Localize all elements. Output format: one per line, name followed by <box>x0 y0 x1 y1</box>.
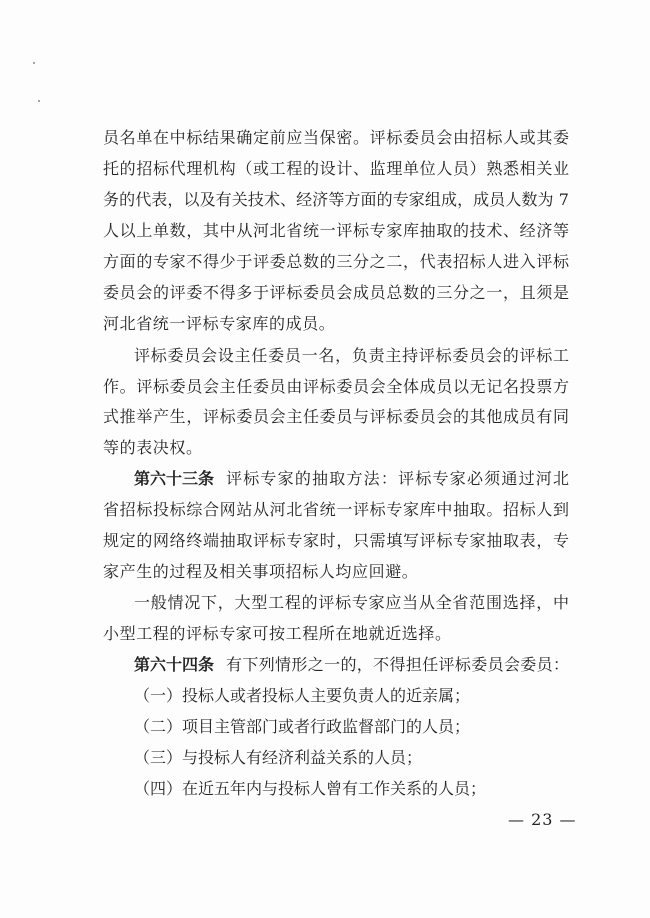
list-item: （四）在近五年内与投标人曾有工作关系的人员； <box>134 779 487 798</box>
text-line: 省招标投标综合网站从河北省统一评标专家库中抽取。招标人到 <box>103 500 569 519</box>
list-item: （一）投标人或者投标人主要负责人的近亲属； <box>134 686 471 705</box>
scan-speck <box>33 62 35 64</box>
text-line: 河北省统一评标专家库的成员。 <box>103 314 336 333</box>
scan-speck <box>38 100 40 102</box>
list-item: （三）与投标人有经济利益关系的人员； <box>134 748 423 767</box>
text-line: 方面的专家不得少于评委总数的三分之二，代表招标人进入评标 <box>103 252 569 271</box>
text-line: 托的招标代理机构（或工程的设计、监理单位人员）熟悉相关业 <box>103 159 569 178</box>
text-line: 家产生的过程及相关事项招标人均应回避。 <box>103 562 419 581</box>
text-line: 小型工程的评标专家可按工程所在地就近选择。 <box>103 624 452 643</box>
text-line: 评标专家的抽取方法：评标专家必须通过河北 <box>226 469 569 488</box>
text-line: 一般情况下，大型工程的评标专家应当从全省范围选择，中 <box>134 593 569 612</box>
text-line: 作。评标委员会主任委员由评标委员会全体成员以无记名投票方 <box>103 377 569 396</box>
page-number: — 23 — <box>508 810 577 829</box>
article-heading: 第六十四条 <box>134 655 215 674</box>
text-line: 务的代表，以及有关技术、经济等方面的专家组成，成员人数为 7 <box>103 190 569 209</box>
text-line: 评标委员会设主任委员一名，负责主持评标委员会的评标工 <box>134 346 569 365</box>
text-line: 规定的网络终端抽取评标专家时，只需填写评标专家抽取表，专 <box>103 531 569 550</box>
article-heading: 第六十三条 <box>134 469 215 488</box>
text-line: 员名单在中标结果确定前应当保密。评标委员会由招标人或其委 <box>103 128 569 147</box>
article-64 <box>134 649 569 680</box>
text-line: 委员会的评委不得多于评标委员会成员总数的三分之一，且须是 <box>103 283 569 302</box>
text-line: 式推举产生，评标委员会主任委员与评标委员会的其他成员有同 <box>103 407 569 426</box>
list-item: （二）项目主管部门或者行政监督部门的人员； <box>134 717 471 736</box>
text-line: 人以上单数，其中从河北省统一评标专家库抽取的技术、经济等 <box>103 221 569 240</box>
text-line: 有下列情形之一的，不得担任评标委员会委员： <box>226 655 569 674</box>
article-63 <box>134 463 569 494</box>
text-line: 等的表决权。 <box>103 438 203 457</box>
